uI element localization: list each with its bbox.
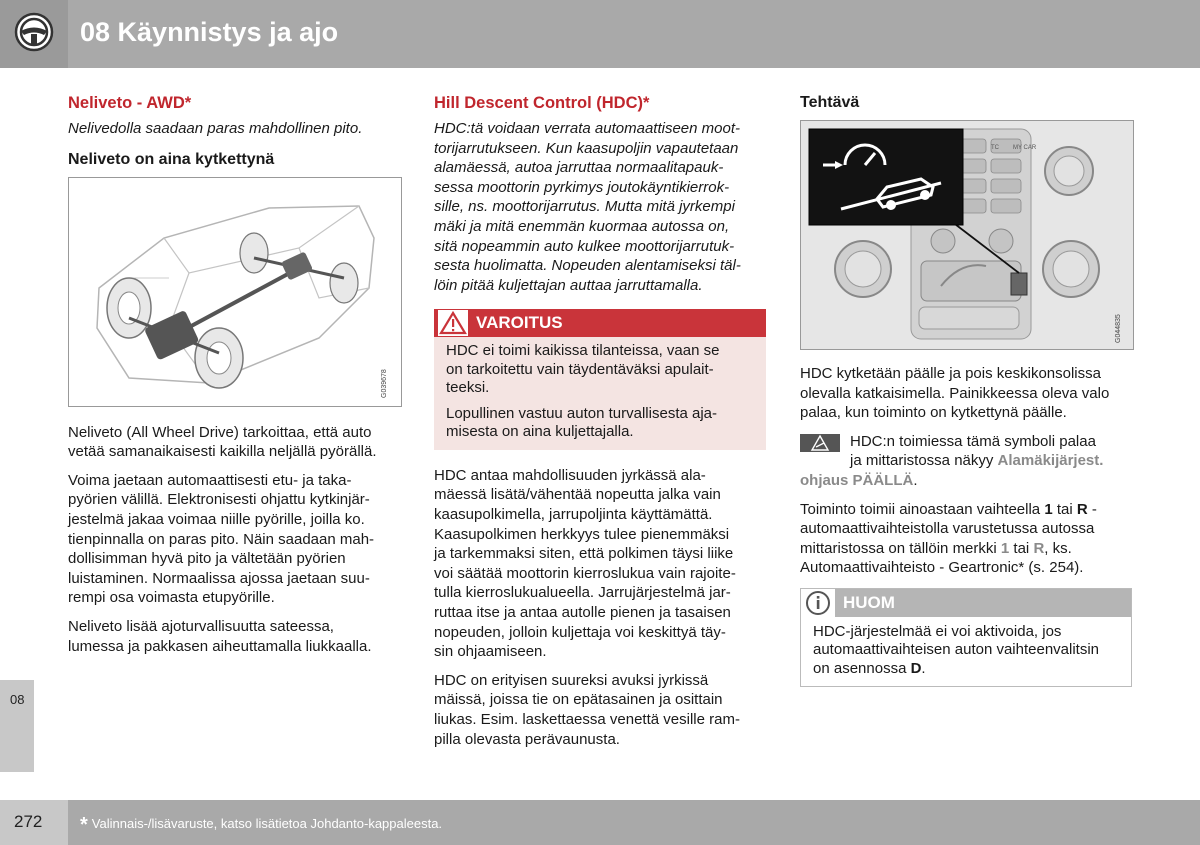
chapter-side-tab xyxy=(0,680,34,772)
note-body: HDC-järjestelmää ei voi aktivoida, jos automaattivaihteisen auton vaihteenvalitsin on asennossa D. xyxy=(813,622,1100,677)
function-paragraph-1: HDC kytketään päälle ja pois keskikonsolissa olevalla katkaisimella. Painikkeessa oleva valo palaa, kun toiminto on kytkettynä päälle. xyxy=(800,365,1110,422)
awd-heading: Neliveto - AWD* xyxy=(68,94,192,112)
function-heading: Tehtävä xyxy=(800,94,860,111)
footnote: * Valinnais-/lisävaruste, katso lisätietoa Johdanto-kappaleesta. xyxy=(80,814,443,836)
console-label-tc: TC xyxy=(991,145,999,151)
awd-paragraph-2: Voima jaetaan automaattisesti etu- ja taka- pyörien välillä. Elektronisesti ohjattu kytkinjär- jestelmä jakaa voimaa niille pyörille, joilla ko. tienpinnalla on paras pito. Näin saadaan mah- dollisimman hyvä pito ja vältetään pyörien luistaminen. Normaalissa ajossa jaetaan suu- rempi osa voimasta etupyörille. xyxy=(68,471,375,607)
hdc-symbol-icon xyxy=(800,434,840,452)
hdc-heading: Hill Descent Control (HDC)* xyxy=(434,94,650,112)
display-text-2: ohjaus PÄÄLLÄ xyxy=(800,471,914,489)
warning-paragraph-2: Lopullinen vastuu auton turvallisesta aja- misesta on aina kuljettajalla. xyxy=(446,404,718,441)
warning-paragraph-1: HDC ei toimi kaikissa tilanteissa, vaan se on tarkoitettu vain täydentäväksi apulait- teeksi. xyxy=(446,342,720,397)
warning-header xyxy=(434,309,766,337)
page-number: 272 xyxy=(14,812,43,831)
column-function xyxy=(800,94,1134,687)
car-drivetrain-drawing xyxy=(69,178,401,406)
function-paragraph-2: Toiminto toimii ainoastaan vaihteella 1 tai R - automaattivaihteistolla varustetussa autossa mittaristossa on tällöin merkki 1 tai R, ks. Automaattivaihteisto - Geartronic* (s. 254). xyxy=(800,500,1134,578)
awd-car-illustration xyxy=(68,177,402,407)
note-header xyxy=(801,589,1131,617)
warning-title: VAROITUS xyxy=(476,313,563,333)
awd-paragraph-1: Neliveto (All Wheel Drive) tarkoittaa, että auto vetää samanaikaisesti kaikilla neljällä pyörällä. xyxy=(68,423,377,461)
awd-intro: Nelivedolla saadaan paras mahdollinen pito. xyxy=(68,120,363,137)
warning-box xyxy=(434,309,766,450)
page-number-box xyxy=(0,800,68,845)
warning-triangle-icon xyxy=(438,310,468,336)
hdc-paragraph-2: HDC on erityisen suureksi avuksi jyrkissä mäissä, joissa tie on epätasainen ja osittain liukas. Esim. laskettaessa venettä vesille ram- pilla olevasta perävaunusta. xyxy=(434,671,740,748)
geartronic-reference[interactable]: Automaattivaihteisto - Geartronic* (s. 254). xyxy=(800,559,1084,577)
column-awd xyxy=(68,94,402,665)
info-icon xyxy=(801,589,835,617)
hdc-intro: HDC:tä voidaan verrata automaattiseen moot- torijarrutukseen. Kun kaasupoljin vapautetaan alamäessä, autoa jarruttaa normaalitapauk- sessa moottorin pyrkimys joutokäyntikierrok- sille, ns. moottorijarrutus. Mutta mitä jyrkempi mäki ja mitä enemmän kuormaa autossa on, sitä nopeammin auto kulkee moottorijarrutuk- sesta huolimatta. Nopeuden alentamiseksi täl- löin pitää kuljettajan auttaa jarruttamalla. xyxy=(434,120,741,294)
warning-body xyxy=(434,337,766,450)
note-title: HUOM xyxy=(843,592,895,612)
column-hdc xyxy=(434,94,768,758)
figure-code: G044835 xyxy=(1115,314,1122,343)
side-tab-label: 08 xyxy=(10,692,25,707)
chapter-icon-box xyxy=(0,0,68,68)
note-box xyxy=(800,588,1132,688)
steering-wheel-icon xyxy=(14,12,54,52)
display-text-1: Alamäkijärjest. xyxy=(997,452,1104,470)
awd-paragraph-3: Neliveto lisää ajoturvallisuutta sateessa, lumessa ja pakkasen aiheuttamalla liukkaalla. xyxy=(68,617,372,655)
symbol-paragraph: HDC:n toimiessa tämä symboli palaa ja mittaristossa näkyy Alamäkijärjest. ohjaus PÄÄLLÄ. xyxy=(800,432,1104,489)
center-console-illustration xyxy=(800,120,1134,350)
hdc-paragraph-1: HDC antaa mahdollisuuden jyrkässä ala- mäessä lisätä/vähentää nopeutta jalka vain kaasupolkimella, jarrupoljinta käyttämättä. Kaasupolkimen herkkyys tulee pienemmäksi ja tarkemmaksi siten, että polkimen täysi liike voi säätää moottorin kierroslukua vain rajoite- tulla kierroslukualueella. Jarrujärjestelmä jar- ruttaa itse ja antaa autolle pienen ja tasaisen nopeuden, jolloin kuljettaja voi keskittyä täy- sin ohjaamiseen. xyxy=(434,466,736,661)
awd-subheading: Neliveto on aina kytkettynä xyxy=(68,150,275,168)
page-footer xyxy=(0,800,1200,845)
console-label-mycar: MY CAR xyxy=(1013,145,1037,151)
chapter-header xyxy=(0,0,1200,68)
figure-code: G039678 xyxy=(381,368,388,398)
console-drawing xyxy=(801,121,1133,349)
chapter-title: 08 Käynnistys ja ajo xyxy=(80,17,339,47)
